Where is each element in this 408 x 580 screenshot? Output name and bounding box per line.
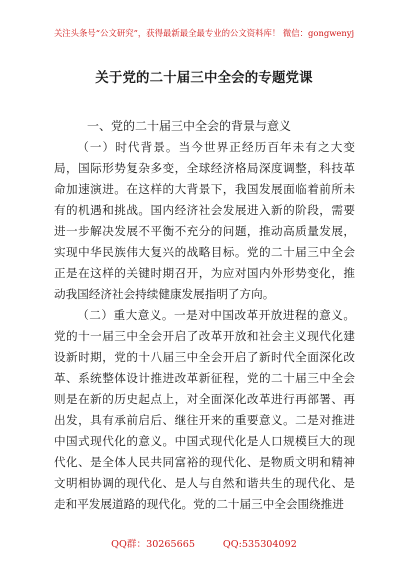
paragraph-significance: （二）重大意义。一是对中国改革开放进程的意义。党的十一届三中全会开启了改革开放和社会主义现代化建设新时期，党的十八届三中全会开启了新时代全面深化改革、系统整体设计推进改革新征程，党的二十届三中全会则是在新的历史起点上，对全面深化改革进行再部署、再出发，具有承前启后、继往开来的重要意义。二是对推进中国式现代化的意义。中国式现代化是人口规模巨大的现代化、是全体人民共同富裕的现代化、是物质文明和精神文明相协调的现代化、是人与自然和谐共生的现代化、是走和平发展道路的现代化。党的二十届三中全会围绕推进 bbox=[54, 308, 355, 511]
paragraph-background: （一）时代背景。当今世界正经历百年未有之大变局，国际形势复杂多变，全球经济格局深度调整，科技革命加速演进。在这样的大背景下，我国发展面临着前所未有的机遇和挑战。国内经济社会发展进入新的阶段，需要进一步解决发展不平衡不充分的问题，推动高质量发展，实现中华民族伟大复兴的战略目标。党的二十届三中全会正是在这样的关键时期召开，为应对国内外形势变化，推动我国经济社会持续健康发展指明了方向。 bbox=[54, 140, 355, 301]
section-heading: 一、党的二十届三中全会的背景与意义 bbox=[87, 119, 292, 133]
document-body bbox=[54, 137, 355, 515]
footer-qq-group: QQ群：30265665 bbox=[111, 539, 195, 550]
footer-contact bbox=[0, 536, 408, 550]
footer-qq: QQ:535304092 bbox=[222, 539, 297, 550]
header-promo-note: 关注头条号“公文研究”，获得最新最全最专业的公文资料库！ 微信：gongwenyj bbox=[53, 28, 355, 38]
document-title: 关于党的二十届三中全会的专题党课 bbox=[95, 70, 313, 86]
